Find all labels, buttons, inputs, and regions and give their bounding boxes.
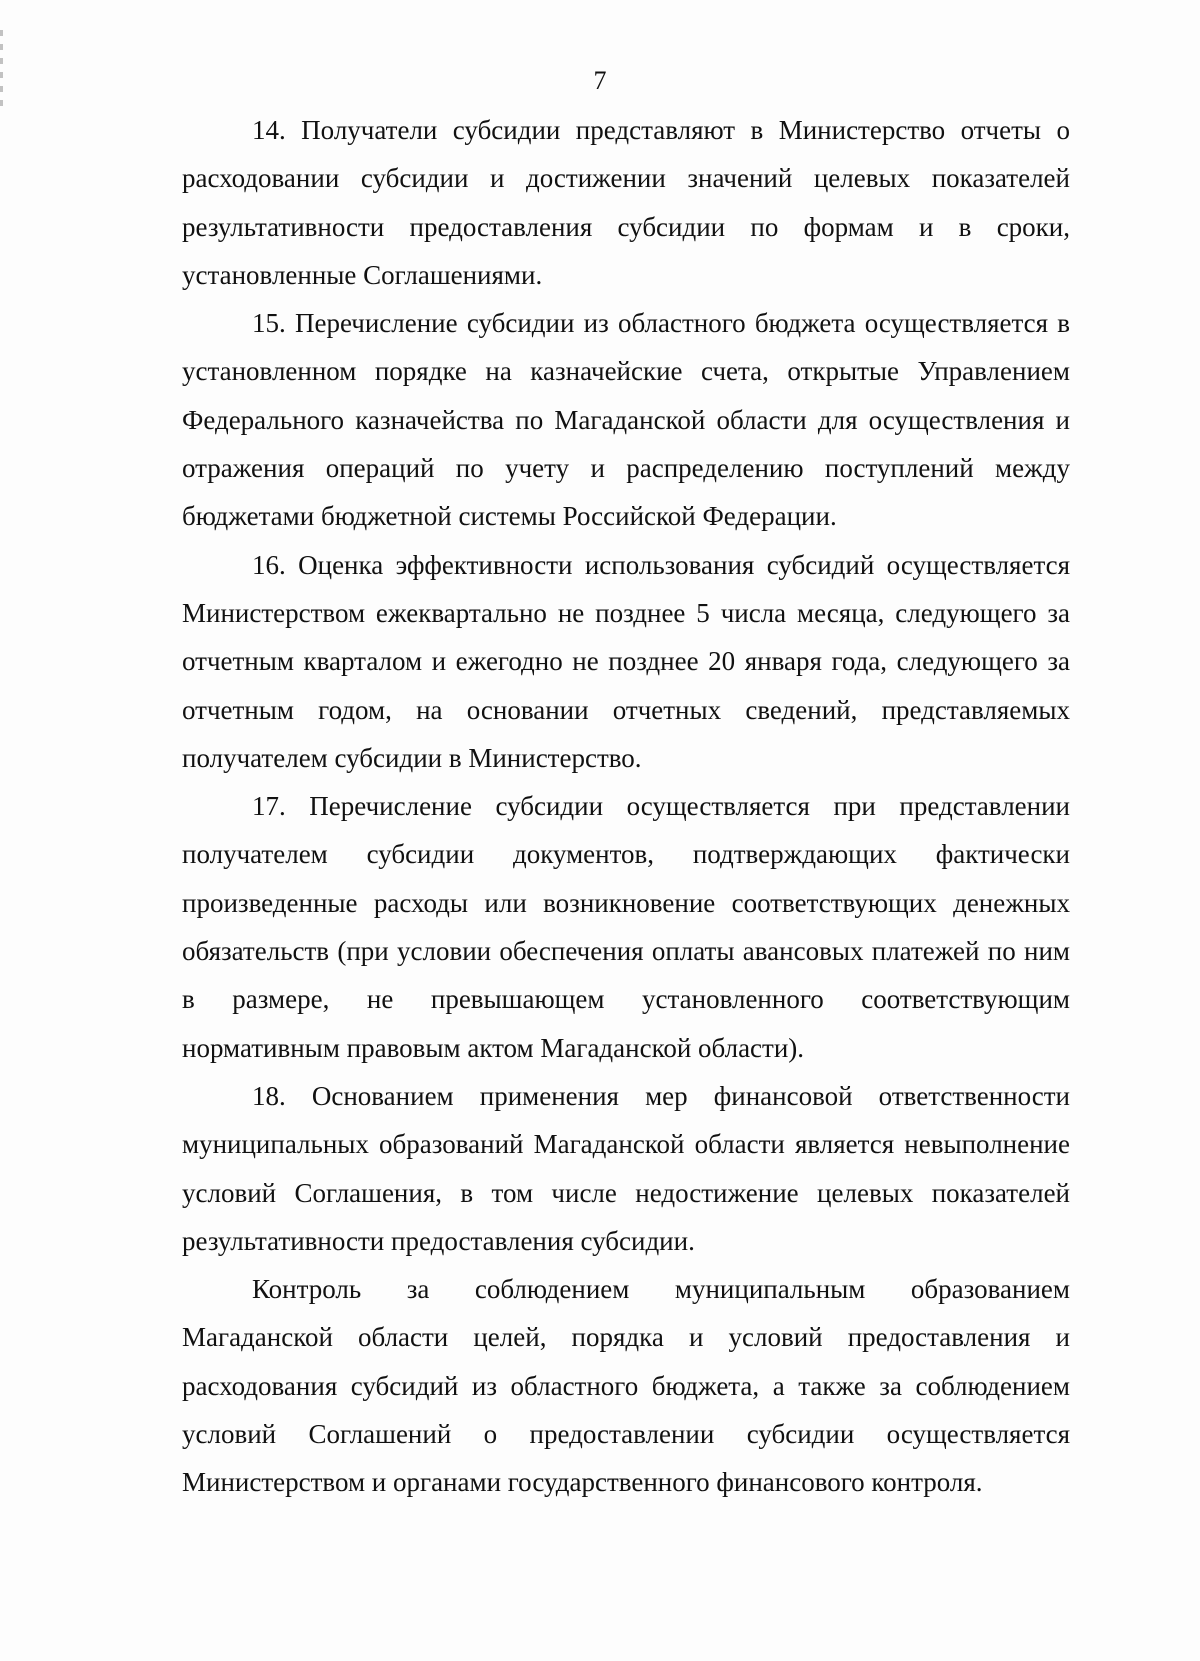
paragraph-15: 15. Перечисление субсидии из областного бюджета осуществляется в установленном порядке на казначейские счета, открытые Управлением Федерального казначейства по Магаданской области для осуществления и отражения операций по учету и распределению поступлений между бюджетами бюджетной системы Российской Федерации. [182, 308, 1070, 532]
paragraph-17: 17. Перечисление субсидии осуществляется при представлении получателем субсидии документов, подтверждающих фактически произведенные расходы или возникновение соответствующих денежных обязательств (при условии обеспечения оплаты авансовых платежей по ним в размере, не превышающем установленного соответствующим нормативным правовым актом Магаданской области). [182, 791, 1070, 1063]
paragraph-14: 14. Получатели субсидии представляют в Министерство отчеты о расходовании субсидии и достижении значений целевых показателей результативности предоставления субсидии по формам и в сроки, установленные Соглашениями. [182, 115, 1070, 290]
document-body [182, 106, 1070, 1507]
paragraph-16: 16. Оценка эффективности использования субсидий осуществляется Министерством ежеквартально не позднее 5 числа месяца, следующего за отчетным кварталом и ежегодно не позднее 20 января года, следующего за отчетным годом, на основании отчетных сведений, представляемых получателем субсидии в Министерство. [182, 549, 1070, 773]
page-number: 7 [593, 66, 607, 95]
paragraph-control: Контроль за соблюдением муниципальным образованием Магаданской области целей, порядка и условий предоставления и расходования субсидий из областного бюджета, а также за соблюдением условий Соглашений о предоставлении субсидии осуществляется Министерством и органами государственного финансового контроля. [182, 1274, 1070, 1498]
paragraph-18: 18. Основанием применения мер финансовой ответственности муниципальных образований Магаданской области является невыполнение условий Соглашения, в том числе недостижение целевых показателей результативности предоставления субсидии. [182, 1080, 1070, 1256]
